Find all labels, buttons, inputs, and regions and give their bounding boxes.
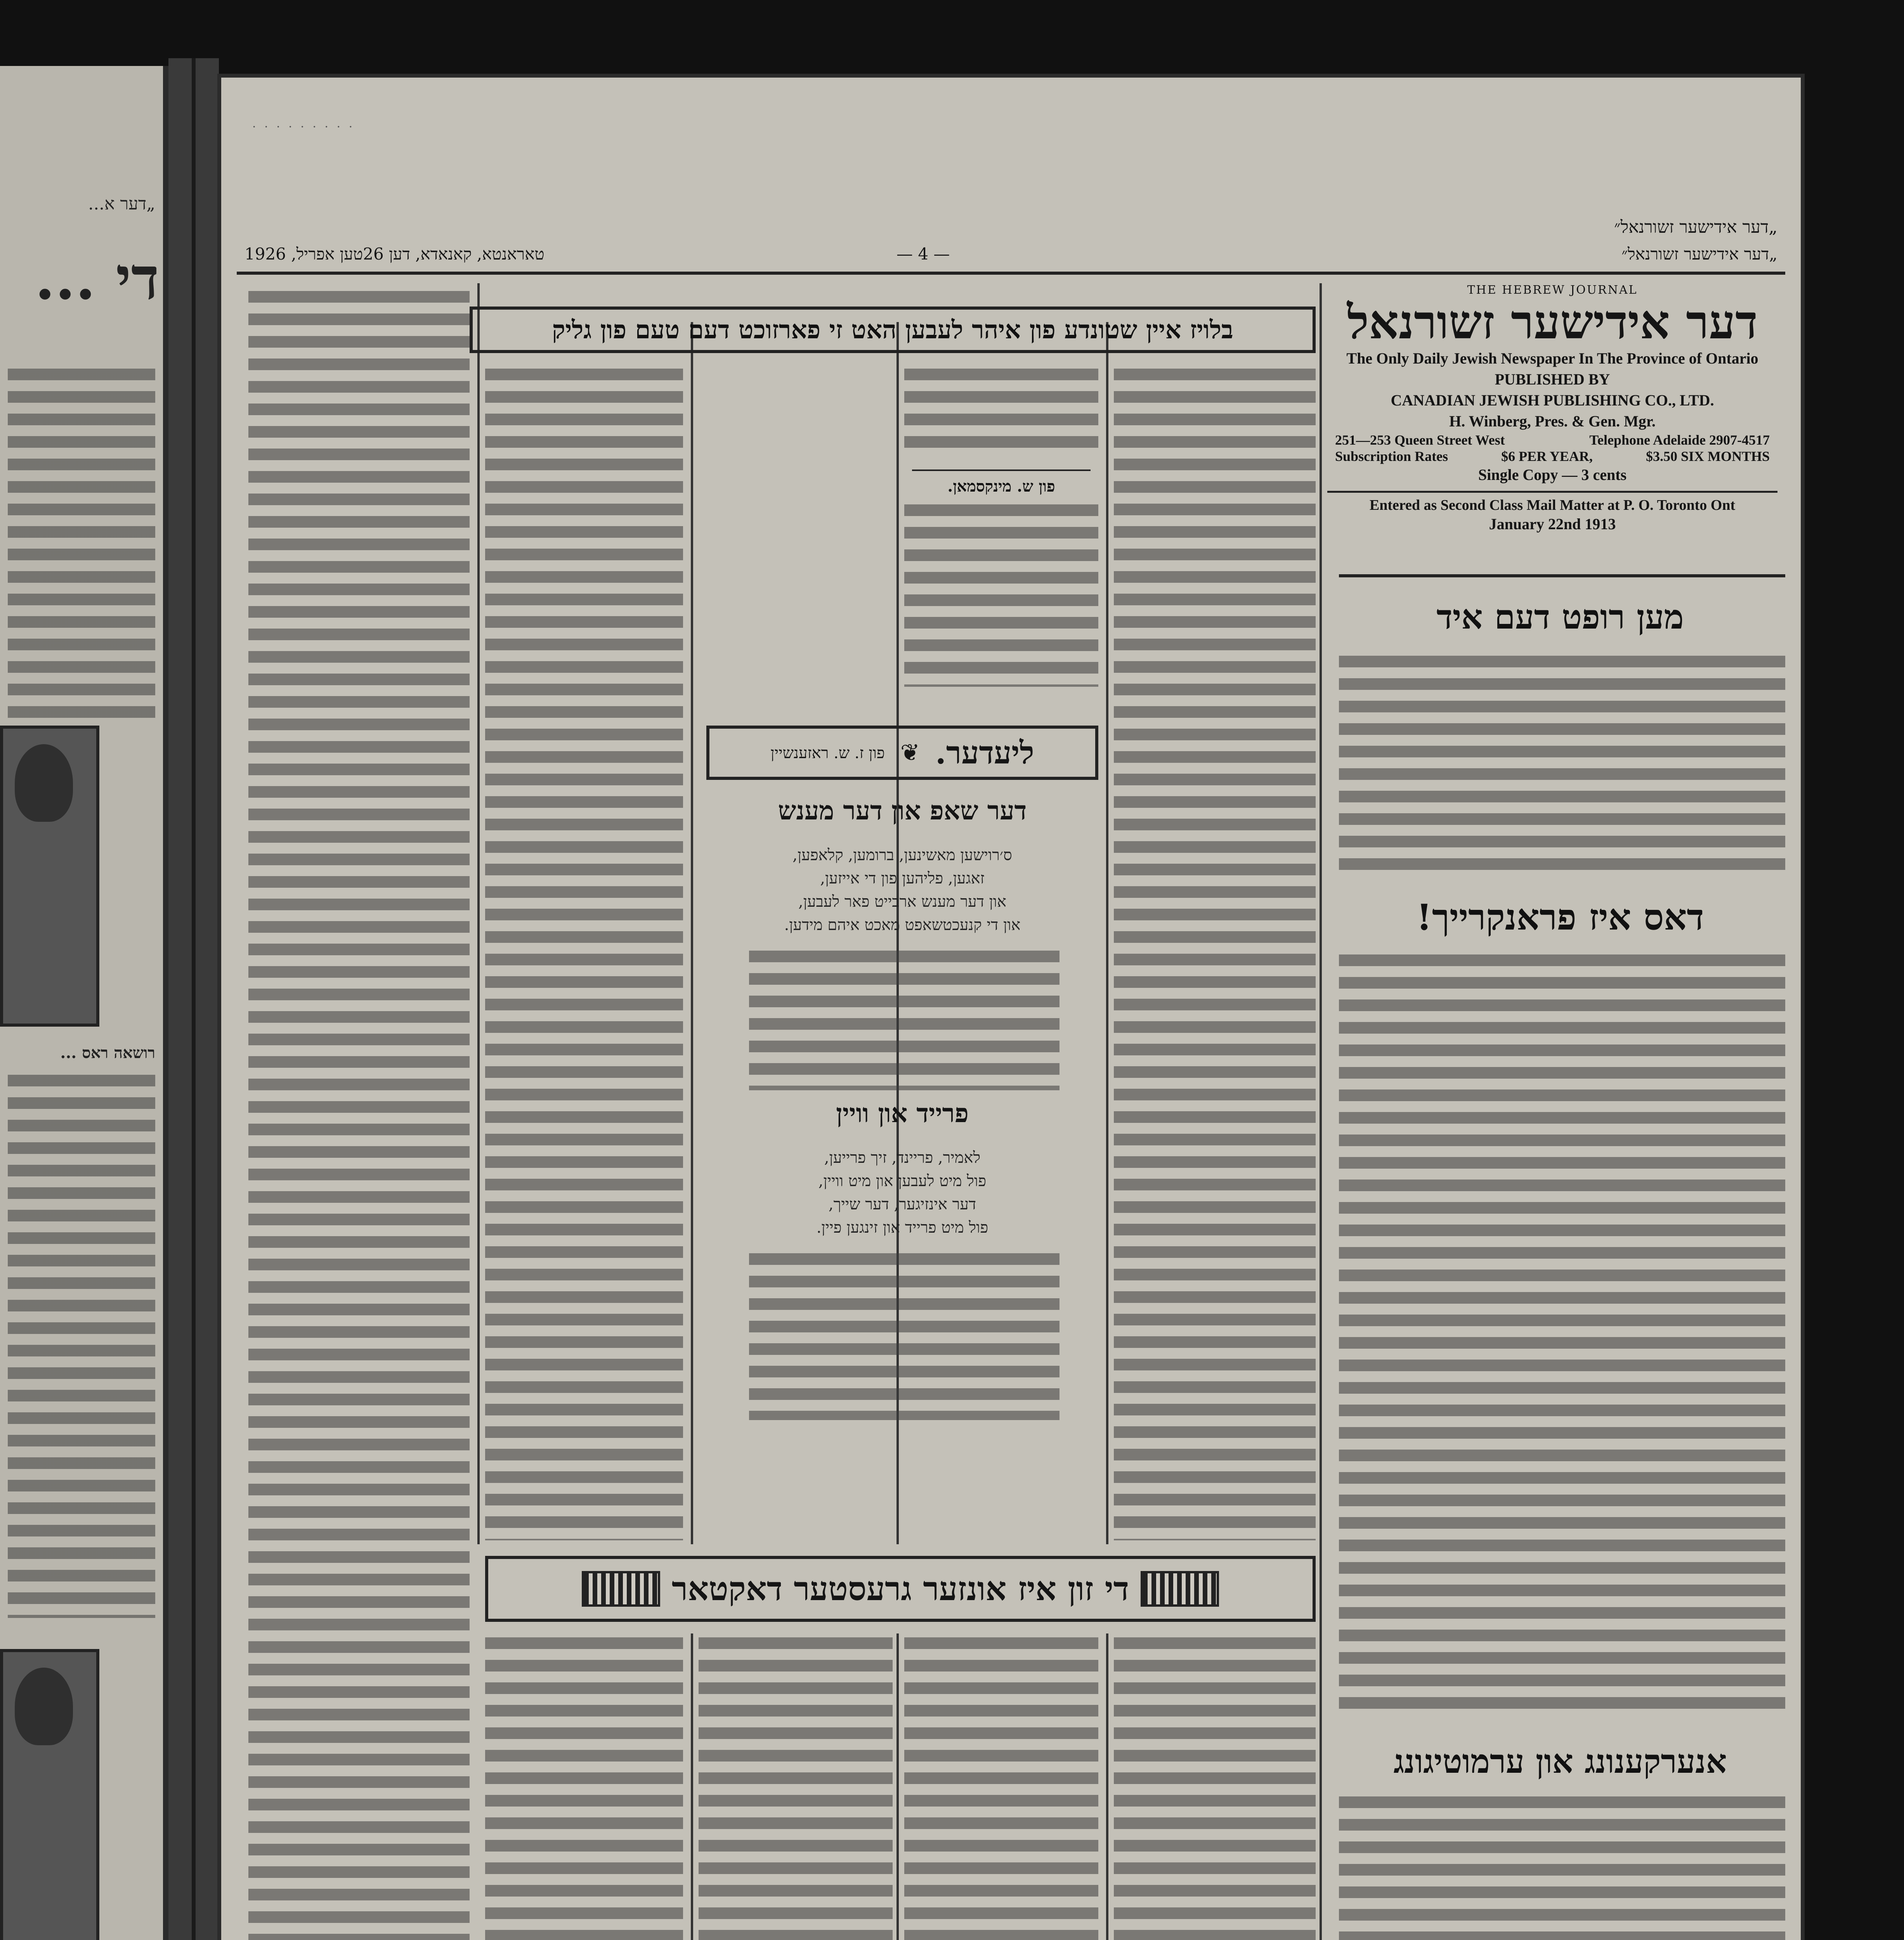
masthead-title: דער אידישער זשורנאל xyxy=(1347,295,1758,350)
masthead-telephone: Telephone Adelaide 2907-4517 xyxy=(1589,432,1770,448)
dateline: טאראנטא, קאנאדא, דען 26טען אפריל, 1926 xyxy=(245,244,544,263)
byline-rule xyxy=(912,469,1091,471)
masthead-publisher: CANADIAN JEWISH PUBLISHING CO., LTD. xyxy=(1391,391,1714,409)
portrait-caption: רושאה ראס ... xyxy=(60,1044,155,1062)
poem-line: און די קנעכטשאפט מאכט איהם מידען. xyxy=(784,916,1021,934)
column-rule xyxy=(1106,322,1108,1544)
article-text xyxy=(485,1637,683,1940)
article-text xyxy=(1339,1796,1785,1940)
editorial-headline: דאס איז פראנקרייך! xyxy=(1416,896,1704,938)
page-number: — 4 — xyxy=(897,244,950,263)
article-text xyxy=(485,369,683,1540)
adjacent-page-text xyxy=(8,1075,155,1618)
editorial-headline: מען רופט דעם איד xyxy=(1436,598,1684,637)
adjacent-page-header: „דער א... xyxy=(88,194,155,214)
masthead-per-year: $6 PER YEAR, xyxy=(1501,449,1593,464)
masthead-tagline: The Only Daily Jewish Newspaper In The Province of Ontario xyxy=(1346,350,1758,367)
article-byline: פון ש. מינקסמאן. xyxy=(947,477,1055,495)
article-text xyxy=(1114,369,1316,1540)
top-running-title: „דער אידישער זשורנאל״ xyxy=(1614,217,1777,237)
bottom-headline-box xyxy=(485,1556,1316,1622)
poem-line: ס׳רוישען מאשינען, ברומען, קלאפען, xyxy=(792,846,1012,864)
editorial-headline: אנערקענונג און ערמוטיגונג xyxy=(1393,1742,1727,1781)
bottom-headline: די זון איז אונזער גרעסטער דאקטאר xyxy=(671,1569,1129,1608)
masthead-address: 251—253 Queen Street West xyxy=(1335,432,1505,448)
page-edge-mark: · · · · · · · · · xyxy=(252,120,355,134)
article-text xyxy=(1114,1637,1316,1940)
adjacent-page-title: די ... xyxy=(35,244,159,313)
poem-text xyxy=(749,1253,1060,1420)
column-rule xyxy=(691,1633,693,1940)
poem-line: פול מיט לעבען און מיט וויין, xyxy=(818,1172,987,1190)
paper-name: „דער אידישער זשורנאל״ xyxy=(1621,244,1777,263)
masthead-rates-row xyxy=(1327,448,1777,464)
poem-line: לאמיר, פריינד, זיך פרייען, xyxy=(824,1149,981,1167)
poem-line: זאגען, פליהען פון די אייזען, xyxy=(820,870,985,887)
column-rule xyxy=(1320,283,1322,1940)
masthead-entered: Entered as Second Class Mail Matter at P. O. Toronto Ont xyxy=(1327,491,1777,514)
masthead-six-months: $3.50 SIX MONTHS xyxy=(1646,449,1770,464)
poems-header: ליעדער. xyxy=(935,734,1034,771)
column-rule xyxy=(1106,1633,1108,1940)
main-headline: בלויז איין שטונדע פון איהר לעבען האט זי פארזוכט דעם טעם פון גליק xyxy=(552,315,1233,345)
masthead-contact-row xyxy=(1327,432,1777,448)
ornament-icon xyxy=(1141,1571,1219,1607)
article-text xyxy=(1339,656,1785,881)
article-text xyxy=(1339,954,1785,1711)
masthead-rates-label: Subscription Rates xyxy=(1335,449,1448,464)
poem-line: פול מיט פרייד און זינגען פיין. xyxy=(816,1219,988,1237)
masthead-published-by: PUBLISHED BY xyxy=(1495,371,1610,388)
article-text xyxy=(699,1637,893,1940)
poems-byline: פון ז. ש. ראזענשיין xyxy=(770,744,885,762)
article-text xyxy=(248,291,470,1940)
masthead-english-small: THE HEBREW JOURNAL xyxy=(1467,283,1638,297)
poem-title: דער שאפ און דער מענש xyxy=(778,795,1027,826)
main-headline-box xyxy=(470,307,1316,353)
article-text xyxy=(904,369,1098,458)
article-text xyxy=(904,1637,1098,1940)
column-rule xyxy=(691,322,693,1544)
headline-rule xyxy=(1339,574,1785,577)
poem-line: דער אינזיגער, דער שייך, xyxy=(828,1195,976,1213)
ornament-icon xyxy=(582,1571,660,1607)
masthead-single-copy: Single Copy — 3 cents xyxy=(1478,466,1627,483)
binding-spine xyxy=(168,58,219,1940)
poems-header-box xyxy=(706,726,1098,780)
article-text xyxy=(904,504,1098,687)
adjacent-page-strip xyxy=(0,66,168,1940)
newspaper-page xyxy=(217,74,1805,1940)
adjacent-page-text xyxy=(8,369,155,718)
poem-line: און דער מענש ארבייט פאר לעבען, xyxy=(798,893,1007,911)
poem-text xyxy=(749,951,1060,1090)
portrait-photo xyxy=(0,726,99,1027)
portrait-photo xyxy=(0,1649,99,1940)
masthead xyxy=(1327,283,1777,570)
running-head xyxy=(237,237,1785,275)
column-rule xyxy=(477,283,480,1544)
poem-title: פרייד און וויין xyxy=(836,1098,969,1128)
masthead-president: H. Winberg, Pres. & Gen. Mgr. xyxy=(1449,412,1656,430)
masthead-entered-date: January 22nd 1913 xyxy=(1489,515,1616,533)
leaf-ornament-icon: ❦ xyxy=(900,739,920,766)
column-rule xyxy=(897,1633,899,1940)
